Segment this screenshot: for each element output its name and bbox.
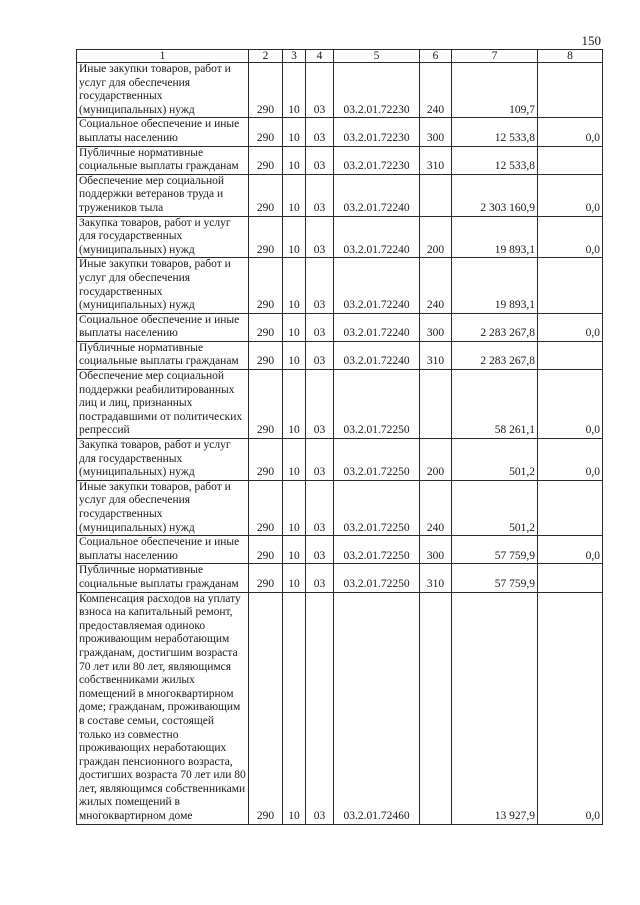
code-cell: 290 xyxy=(249,592,283,824)
table-row xyxy=(77,564,603,592)
header-cell: 4 xyxy=(306,50,334,63)
amount-cell: 501,2 xyxy=(452,439,538,481)
amount-extra-cell xyxy=(538,341,603,369)
code-cell: 290 xyxy=(249,341,283,369)
amount-extra-cell: 0,0 xyxy=(538,118,603,146)
expense-type-cell: 240 xyxy=(420,480,452,535)
expense-type-cell xyxy=(420,592,452,824)
amount-extra-cell: 0,0 xyxy=(538,536,603,564)
subsection-cell: 03 xyxy=(306,118,334,146)
amount-extra-cell xyxy=(538,258,603,313)
subsection-cell: 03 xyxy=(306,313,334,341)
amount-cell: 109,7 xyxy=(452,63,538,118)
amount-extra-cell: 0,0 xyxy=(538,370,603,439)
section-cell: 10 xyxy=(283,313,306,341)
expense-type-cell: 200 xyxy=(420,216,452,258)
subsection-cell: 03 xyxy=(306,480,334,535)
expense-name: Иные закупки товаров, работ и услуг для обеспечения государственных (муниципальных) нужд xyxy=(77,63,249,118)
target-article-cell: 03.2.01.72240 xyxy=(334,216,420,258)
subsection-cell: 03 xyxy=(306,174,334,216)
header-cell: 6 xyxy=(420,50,452,63)
amount-extra-cell: 0,0 xyxy=(538,174,603,216)
expense-type-cell: 200 xyxy=(420,439,452,481)
section-cell: 10 xyxy=(283,146,306,174)
section-cell: 10 xyxy=(283,480,306,535)
amount-cell: 57 759,9 xyxy=(452,536,538,564)
expense-type-cell: 310 xyxy=(420,564,452,592)
section-cell: 10 xyxy=(283,63,306,118)
code-cell: 290 xyxy=(249,174,283,216)
section-cell: 10 xyxy=(283,118,306,146)
target-article-cell: 03.2.01.72460 xyxy=(334,592,420,824)
amount-cell: 19 893,1 xyxy=(452,216,538,258)
section-cell: 10 xyxy=(283,370,306,439)
table-body xyxy=(77,63,603,825)
table-row xyxy=(77,480,603,535)
target-article-cell: 03.2.01.72250 xyxy=(334,439,420,481)
code-cell: 290 xyxy=(249,258,283,313)
target-article-cell: 03.2.01.72250 xyxy=(334,480,420,535)
code-cell: 290 xyxy=(249,63,283,118)
expense-type-cell: 300 xyxy=(420,536,452,564)
amount-extra-cell xyxy=(538,480,603,535)
amount-cell: 2 283 267,8 xyxy=(452,313,538,341)
header-cell: 1 xyxy=(77,50,249,63)
amount-cell: 2 303 160,9 xyxy=(452,174,538,216)
header-cell: 7 xyxy=(452,50,538,63)
target-article-cell: 03.2.01.72240 xyxy=(334,341,420,369)
amount-extra-cell: 0,0 xyxy=(538,216,603,258)
table-row xyxy=(77,118,603,146)
table-row xyxy=(77,174,603,216)
target-article-cell: 03.2.01.72230 xyxy=(334,146,420,174)
expense-type-cell: 300 xyxy=(420,118,452,146)
amount-cell: 58 261,1 xyxy=(452,370,538,439)
amount-extra-cell: 0,0 xyxy=(538,592,603,824)
amount-extra-cell: 0,0 xyxy=(538,439,603,481)
code-cell: 290 xyxy=(249,313,283,341)
section-cell: 10 xyxy=(283,216,306,258)
subsection-cell: 03 xyxy=(306,370,334,439)
target-article-cell: 03.2.01.72250 xyxy=(334,536,420,564)
subsection-cell: 03 xyxy=(306,146,334,174)
target-article-cell: 03.2.01.72230 xyxy=(334,63,420,118)
header-cell: 5 xyxy=(334,50,420,63)
section-cell: 10 xyxy=(283,258,306,313)
table-row xyxy=(77,216,603,258)
expense-name: Закупка товаров, работ и услуг для государственных (муниципальных) нужд xyxy=(77,439,249,481)
page-number: 150 xyxy=(581,33,601,48)
expense-name: Публичные нормативные социальные выплаты гражданам xyxy=(77,146,249,174)
amount-cell: 501,2 xyxy=(452,480,538,535)
code-cell: 290 xyxy=(249,370,283,439)
amount-cell: 57 759,9 xyxy=(452,564,538,592)
amount-cell: 19 893,1 xyxy=(452,258,538,313)
section-cell: 10 xyxy=(283,564,306,592)
header-cell: 3 xyxy=(283,50,306,63)
subsection-cell: 03 xyxy=(306,536,334,564)
amount-extra-cell xyxy=(538,146,603,174)
expense-name: Публичные нормативные социальные выплаты гражданам xyxy=(77,341,249,369)
target-article-cell: 03.2.01.72250 xyxy=(334,370,420,439)
budget-table xyxy=(76,49,603,825)
amount-cell: 13 927,9 xyxy=(452,592,538,824)
target-article-cell: 03.2.01.72240 xyxy=(334,174,420,216)
table-row xyxy=(77,313,603,341)
amount-extra-cell xyxy=(538,63,603,118)
table-row xyxy=(77,592,603,824)
section-cell: 10 xyxy=(283,592,306,824)
header-cell: 8 xyxy=(538,50,603,63)
expense-name: Социальное обеспечение и иные выплаты населению xyxy=(77,313,249,341)
subsection-cell: 03 xyxy=(306,564,334,592)
target-article-cell: 03.2.01.72240 xyxy=(334,313,420,341)
section-cell: 10 xyxy=(283,536,306,564)
code-cell: 290 xyxy=(249,146,283,174)
subsection-cell: 03 xyxy=(306,341,334,369)
header-row xyxy=(77,50,603,63)
amount-extra-cell: 0,0 xyxy=(538,313,603,341)
expense-name: Обеспечение мер социальной поддержки реабилитированных лиц и лиц, признанных пострадавшими от политических репрессий xyxy=(77,370,249,439)
expense-type-cell xyxy=(420,370,452,439)
header-cell: 2 xyxy=(249,50,283,63)
table-row xyxy=(77,63,603,118)
table-row xyxy=(77,370,603,439)
code-cell: 290 xyxy=(249,216,283,258)
expense-type-cell: 300 xyxy=(420,313,452,341)
amount-cell: 2 283 267,8 xyxy=(452,341,538,369)
expense-name: Социальное обеспечение и иные выплаты населению xyxy=(77,118,249,146)
expense-name: Иные закупки товаров, работ и услуг для обеспечения государственных (муниципальных) нужд xyxy=(77,480,249,535)
subsection-cell: 03 xyxy=(306,592,334,824)
expense-name: Закупка товаров, работ и услуг для государственных (муниципальных) нужд xyxy=(77,216,249,258)
expense-type-cell: 310 xyxy=(420,146,452,174)
amount-extra-cell xyxy=(538,564,603,592)
code-cell: 290 xyxy=(249,536,283,564)
code-cell: 290 xyxy=(249,480,283,535)
table-row xyxy=(77,258,603,313)
target-article-cell: 03.2.01.72240 xyxy=(334,258,420,313)
expense-name: Компенсация расходов на уплату взноса на капитальный ремонт, предоставляемая одиноко проживающим неработающим гражданам, достигшим возраста 70 лет или 80 лет, являющимся собственниками жилых помещений в многоквартирном доме; гражданам, проживающим в составе семьи, состоящей только из совместно проживающих неработающих граждан пенсионного возраста, достигших возраста 70 лет или 80 лет, являющимся собственниками жилых помещений в многоквартирном доме xyxy=(77,592,249,824)
expense-type-cell: 240 xyxy=(420,63,452,118)
table-row xyxy=(77,341,603,369)
table-row xyxy=(77,536,603,564)
target-article-cell: 03.2.01.72250 xyxy=(334,564,420,592)
table-row xyxy=(77,146,603,174)
expense-name: Публичные нормативные социальные выплаты гражданам xyxy=(77,564,249,592)
code-cell: 290 xyxy=(249,439,283,481)
expense-name: Обеспечение мер социальной поддержки ветеранов труда и тружеников тыла xyxy=(77,174,249,216)
subsection-cell: 03 xyxy=(306,439,334,481)
section-cell: 10 xyxy=(283,174,306,216)
expense-name: Социальное обеспечение и иные выплаты населению xyxy=(77,536,249,564)
expense-type-cell: 310 xyxy=(420,341,452,369)
target-article-cell: 03.2.01.72230 xyxy=(334,118,420,146)
expense-type-cell xyxy=(420,174,452,216)
subsection-cell: 03 xyxy=(306,258,334,313)
section-cell: 10 xyxy=(283,439,306,481)
subsection-cell: 03 xyxy=(306,63,334,118)
section-cell: 10 xyxy=(283,341,306,369)
amount-cell: 12 533,8 xyxy=(452,146,538,174)
code-cell: 290 xyxy=(249,564,283,592)
expense-type-cell: 240 xyxy=(420,258,452,313)
expense-name: Иные закупки товаров, работ и услуг для обеспечения государственных (муниципальных) нужд xyxy=(77,258,249,313)
code-cell: 290 xyxy=(249,118,283,146)
amount-cell: 12 533,8 xyxy=(452,118,538,146)
subsection-cell: 03 xyxy=(306,216,334,258)
table-row xyxy=(77,439,603,481)
